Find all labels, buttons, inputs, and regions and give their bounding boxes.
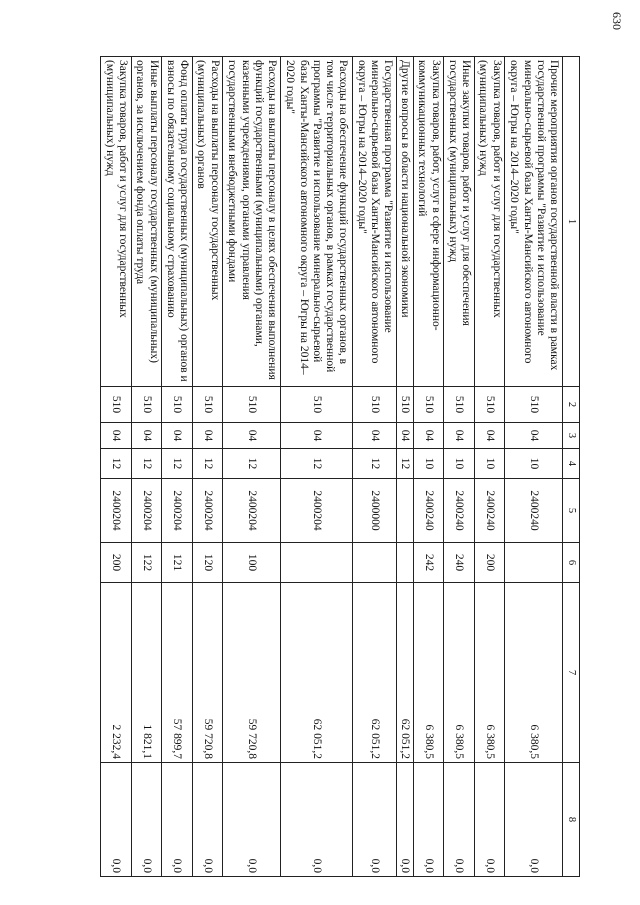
expense-type-cell: [505, 543, 563, 583]
section-code-cell: 04: [162, 423, 193, 449]
row-name-cell: Закупка товаров, работ и услуг для государственных (муниципальных) нужд: [101, 57, 132, 387]
column-header: 6: [563, 543, 580, 583]
target-article-cell: 2400204: [131, 479, 162, 543]
expense-type-cell: 100: [223, 543, 281, 583]
column-header: 5: [563, 479, 580, 543]
section-code-cell: 04: [192, 423, 223, 449]
amount-cell: 57 899,7: [162, 583, 193, 763]
ministry-code-cell: 510: [162, 387, 193, 423]
section-code-cell: 04: [444, 423, 475, 449]
table-row: [281, 57, 353, 877]
table-row: [474, 57, 505, 877]
subvention-amount-cell: 0,0: [474, 763, 505, 877]
section-code-cell: 04: [396, 423, 413, 449]
table-row: [444, 57, 475, 877]
row-name-cell: Прочие мероприятия органов государственной власти в рамках государственной программы "Развитие и использование минерально-сырьевой базы Ханты-Мансийского автономного округа – Югры на 2014–2020 годы": [505, 57, 563, 387]
ministry-code-cell: 510: [396, 387, 413, 423]
section-code-cell: 04: [505, 423, 563, 449]
subvention-amount-cell: 0,0: [281, 763, 353, 877]
amount-cell: 59 720,8: [192, 583, 223, 763]
row-name-cell: Закупка товаров, работ и услуг для государственных (муниципальных) нужд: [474, 57, 505, 387]
amount-cell: 1 821,1: [131, 583, 162, 763]
page-number: 630: [610, 12, 624, 30]
rotated-table-container: [100, 56, 580, 876]
row-name-cell: Иные выплаты персоналу государственных (муниципальных) органов, за исключением фонда оплаты труда: [131, 57, 162, 387]
subsection-code-cell: 10: [444, 449, 475, 479]
target-article-cell: 2400240: [444, 479, 475, 543]
ministry-code-cell: 510: [223, 387, 281, 423]
expense-type-cell: 121: [162, 543, 193, 583]
expense-type-cell: 122: [131, 543, 162, 583]
subvention-amount-cell: 0,0: [223, 763, 281, 877]
row-name-cell: Фонд оплаты труда государственных (муниципальных) органов и взносы по обязательному социальному страхованию: [162, 57, 193, 387]
row-name-cell: Другие вопросы в области национальной экономики: [396, 57, 413, 387]
subsection-code-cell: 12: [131, 449, 162, 479]
target-article-cell: 2400240: [413, 479, 444, 543]
ministry-code-cell: 510: [281, 387, 353, 423]
table-row: [101, 57, 132, 877]
subvention-amount-cell: 0,0: [352, 763, 396, 877]
ministry-code-cell: 510: [352, 387, 396, 423]
column-header: 3: [563, 423, 580, 449]
target-article-cell: [396, 479, 413, 543]
ministry-code-cell: 510: [131, 387, 162, 423]
target-article-cell: 2400204: [281, 479, 353, 543]
table-row: [413, 57, 444, 877]
column-header: 8: [563, 763, 580, 877]
expense-type-cell: [352, 543, 396, 583]
column-header: 2: [563, 387, 580, 423]
table-row: [162, 57, 193, 877]
ministry-code-cell: 510: [192, 387, 223, 423]
table-header-row: [563, 57, 580, 877]
target-article-cell: 2400204: [101, 479, 132, 543]
subsection-code-cell: 12: [101, 449, 132, 479]
subvention-amount-cell: 0,0: [444, 763, 475, 877]
section-code-cell: 04: [281, 423, 353, 449]
subsection-code-cell: 12: [223, 449, 281, 479]
target-article-cell: 2400204: [192, 479, 223, 543]
subsection-code-cell: 12: [162, 449, 193, 479]
budget-table: [100, 56, 580, 877]
expense-type-cell: 200: [474, 543, 505, 583]
table-row: [131, 57, 162, 877]
row-name-cell: Расходы на обеспечение функций государственных органов, в том числе территориальных органов, в рамках государственной программы "Развитие и использование минерально-сырьевой базы Ханты-Мансийского автономного округа – Югры на 2014–2020 годы": [281, 57, 353, 387]
target-article-cell: 2400000: [352, 479, 396, 543]
target-article-cell: 2400204: [223, 479, 281, 543]
expense-type-cell: [396, 543, 413, 583]
row-name-cell: Иные закупки товаров, работ и услуг для обеспечения государственных (муниципальных) нужд: [444, 57, 475, 387]
ministry-code-cell: 510: [444, 387, 475, 423]
row-name-cell: Закупка товаров, работ, услуг в сфере информационно-коммуникационных технологий: [413, 57, 444, 387]
section-code-cell: 04: [223, 423, 281, 449]
section-code-cell: 04: [131, 423, 162, 449]
ministry-code-cell: 510: [101, 387, 132, 423]
section-code-cell: 04: [413, 423, 444, 449]
subvention-amount-cell: 0,0: [101, 763, 132, 877]
column-header: 4: [563, 449, 580, 479]
amount-cell: 6 380,5: [474, 583, 505, 763]
target-article-cell: 2400204: [162, 479, 193, 543]
subvention-amount-cell: 0,0: [162, 763, 193, 877]
ministry-code-cell: 510: [413, 387, 444, 423]
amount-cell: 59 720,8: [223, 583, 281, 763]
amount-cell: 62 051,2: [396, 583, 413, 763]
subsection-code-cell: 12: [396, 449, 413, 479]
subvention-amount-cell: 0,0: [505, 763, 563, 877]
target-article-cell: 2400240: [474, 479, 505, 543]
ministry-code-cell: 510: [474, 387, 505, 423]
table-row: [223, 57, 281, 877]
amount-cell: 6 380,5: [505, 583, 563, 763]
table-row: [505, 57, 563, 877]
subvention-amount-cell: 0,0: [192, 763, 223, 877]
table-row: [396, 57, 413, 877]
subvention-amount-cell: 0,0: [413, 763, 444, 877]
row-name-cell: Расходы на выплаты персоналу в целях обеспечения выполнения функций государственными (муниципальными) органами, казенными учреждениями, органами управления государственными внебюджетными фондами: [223, 57, 281, 387]
subsection-code-cell: 10: [474, 449, 505, 479]
column-header: 7: [563, 583, 580, 763]
amount-cell: 2 232,4: [101, 583, 132, 763]
subsection-code-cell: 12: [281, 449, 353, 479]
subvention-amount-cell: 0,0: [131, 763, 162, 877]
section-code-cell: 04: [101, 423, 132, 449]
amount-cell: 62 051,2: [352, 583, 396, 763]
subvention-amount-cell: 0,0: [396, 763, 413, 877]
expense-type-cell: 240: [444, 543, 475, 583]
target-article-cell: 2400240: [505, 479, 563, 543]
expense-type-cell: 242: [413, 543, 444, 583]
amount-cell: 6 380,5: [444, 583, 475, 763]
row-name-cell: Государственная программа "Развитие и использование минерально-сырьевой базы Ханты-Мансийского автономного округа – Югры на 2014–2020 годы": [352, 57, 396, 387]
table-row: [192, 57, 223, 877]
amount-cell: 6 380,5: [413, 583, 444, 763]
expense-type-cell: 120: [192, 543, 223, 583]
section-code-cell: 04: [474, 423, 505, 449]
table-row: [352, 57, 396, 877]
subsection-code-cell: 12: [352, 449, 396, 479]
expense-type-cell: 200: [101, 543, 132, 583]
expense-type-cell: [281, 543, 353, 583]
subsection-code-cell: 10: [413, 449, 444, 479]
subsection-code-cell: 12: [192, 449, 223, 479]
amount-cell: 62 051,2: [281, 583, 353, 763]
row-name-cell: Расходы на выплаты персоналу государственных (муниципальных) органов: [192, 57, 223, 387]
subsection-code-cell: 10: [505, 449, 563, 479]
section-code-cell: 04: [352, 423, 396, 449]
column-header: 1: [563, 57, 580, 387]
ministry-code-cell: 510: [505, 387, 563, 423]
